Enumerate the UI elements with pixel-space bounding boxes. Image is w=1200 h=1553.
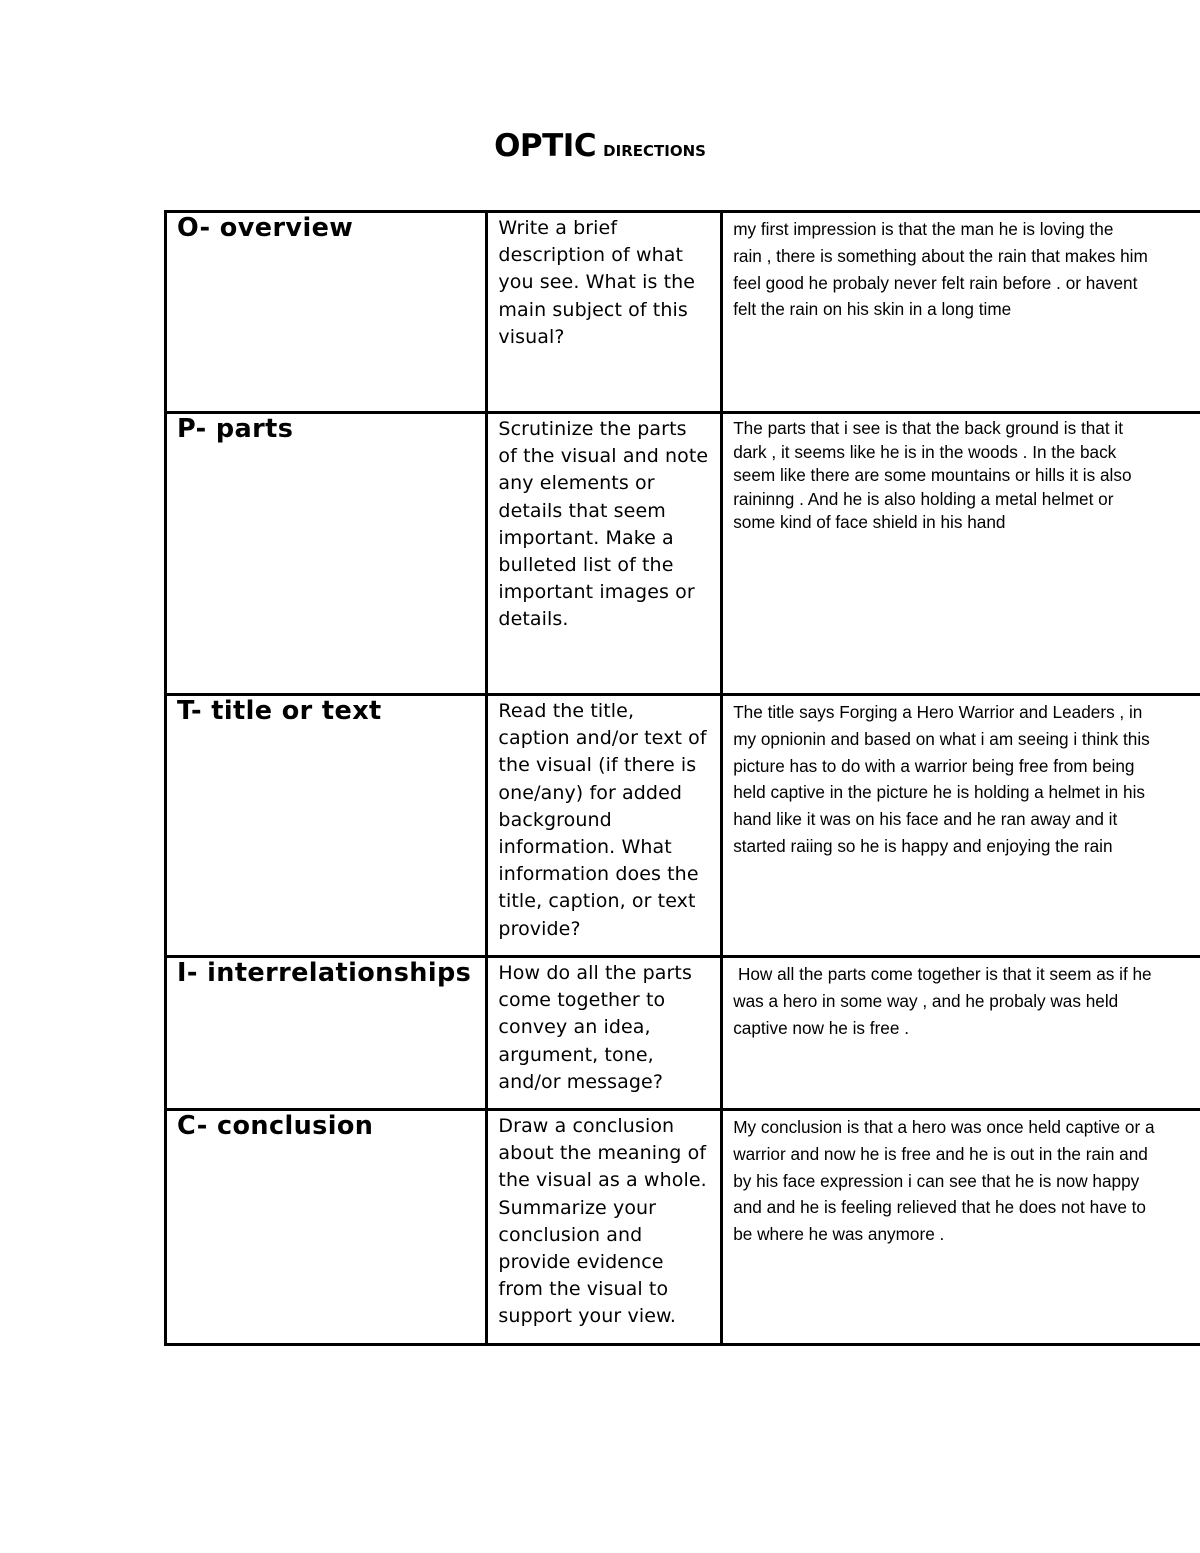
page-title bbox=[0, 128, 1200, 164]
title-main: OPTIC bbox=[494, 128, 597, 164]
prompt-text-title-or-text: Read the title, caption and/or text of the visual (if there is one/any) for added background information. What information does the title, caption, or text provide? bbox=[498, 700, 707, 940]
step-cell bbox=[166, 695, 487, 957]
answer-line: by his face expression i can see that he is now happy bbox=[733, 1170, 1140, 1191]
answer-text-parts bbox=[733, 416, 1200, 535]
answer-line: feel good he probaly never felt rain before . or havent bbox=[733, 272, 1138, 293]
step-cell bbox=[166, 1110, 487, 1345]
table-row-parts bbox=[166, 413, 1200, 695]
step-cell bbox=[166, 212, 487, 413]
prompt-cell bbox=[487, 413, 722, 695]
title-sub: DIRECTIONS bbox=[603, 142, 706, 160]
step-cell bbox=[166, 957, 487, 1110]
step-label-title-or-text: T- title or text bbox=[177, 696, 382, 726]
answer-line: picture has to do with a warrior being free from being bbox=[733, 755, 1135, 776]
prompt-text-parts: Scrutinize the parts of the visual and note any elements or details that seem important. Make a bulleted list of the important images or details. bbox=[498, 418, 709, 631]
answer-line: hand like it was on his face and he ran away and it bbox=[733, 809, 1118, 830]
prompt-text-overview: Write a brief description of what you see. What is the main subject of this visual? bbox=[498, 217, 696, 348]
answer-cell[interactable] bbox=[722, 957, 1200, 1110]
prompt-cell bbox=[487, 212, 722, 413]
answer-line: was a hero in some way , and he probaly was held bbox=[733, 990, 1119, 1011]
answer-line: How all the parts come together is that it seem as if he bbox=[733, 964, 1152, 984]
answer-line: be where he was anymore . bbox=[733, 1224, 945, 1245]
step-label-parts: P- parts bbox=[177, 414, 294, 444]
step-label-interrelationships: I- interrelationships bbox=[177, 958, 472, 988]
table-row-overview bbox=[166, 212, 1200, 413]
answer-line: some kind of face shield in his hand bbox=[733, 512, 1006, 532]
answer-cell[interactable] bbox=[722, 413, 1200, 695]
answer-line: My conclusion is that a hero was once held captive or a bbox=[733, 1117, 1155, 1137]
answer-line: seem like there are some mountains or hills it is also bbox=[733, 465, 1132, 485]
answer-text-conclusion bbox=[733, 1113, 1200, 1248]
table-row-title-or-text bbox=[166, 695, 1200, 957]
answer-cell[interactable] bbox=[722, 695, 1200, 957]
table-row-interrelationships bbox=[166, 957, 1200, 1110]
answer-cell[interactable] bbox=[722, 1110, 1200, 1345]
answer-cell[interactable] bbox=[722, 212, 1200, 413]
prompt-cell bbox=[487, 695, 722, 957]
prompt-text-conclusion: Draw a conclusion about the meaning of the visual as a whole. Summarize your conclusion and provide evidence from the visual to support your view. bbox=[498, 1115, 707, 1328]
answer-text-interrelationships bbox=[733, 960, 1200, 1041]
prompt-cell bbox=[487, 1110, 722, 1345]
step-cell bbox=[166, 413, 487, 695]
answer-line: The title says Forging a Hero Warrior and Leaders , in bbox=[733, 702, 1143, 722]
table-row-conclusion bbox=[166, 1110, 1200, 1345]
answer-line: my first impression is that the man he is loving the bbox=[733, 219, 1114, 239]
answer-line: felt the rain on his skin in a long time bbox=[733, 299, 1012, 320]
optic-table bbox=[164, 210, 1200, 1346]
step-label-overview: O- overview bbox=[177, 213, 354, 243]
answer-line: my opnionin and based on what i am seeing i think this bbox=[733, 728, 1150, 749]
answer-line: warrior and now he is free and he is out in the rain and bbox=[733, 1143, 1148, 1164]
answer-line: The parts that i see is that the back ground is that it bbox=[733, 418, 1123, 438]
prompt-cell bbox=[487, 957, 722, 1110]
answer-line: held captive in the picture he is holding a helmet in his bbox=[733, 782, 1145, 803]
prompt-text-interrelationships: How do all the parts come together to convey an idea, argument, tone, and/or message? bbox=[498, 962, 692, 1093]
step-label-conclusion: C- conclusion bbox=[177, 1111, 374, 1141]
answer-line: raininng . And he is also holding a metal helmet or bbox=[733, 488, 1114, 509]
answer-text-title-or-text bbox=[733, 698, 1200, 860]
answer-line: rain , there is something about the rain that makes him bbox=[733, 245, 1148, 266]
answer-line: dark , it seems like he is in the woods . In the back bbox=[733, 441, 1117, 462]
answer-line: captive now he is free . bbox=[733, 1017, 909, 1038]
answer-line: started raiing so he is happy and enjoying the rain bbox=[733, 835, 1113, 856]
answer-text-overview bbox=[733, 215, 1200, 323]
answer-line: and and he is feeling relieved that he does not have to bbox=[733, 1197, 1146, 1218]
